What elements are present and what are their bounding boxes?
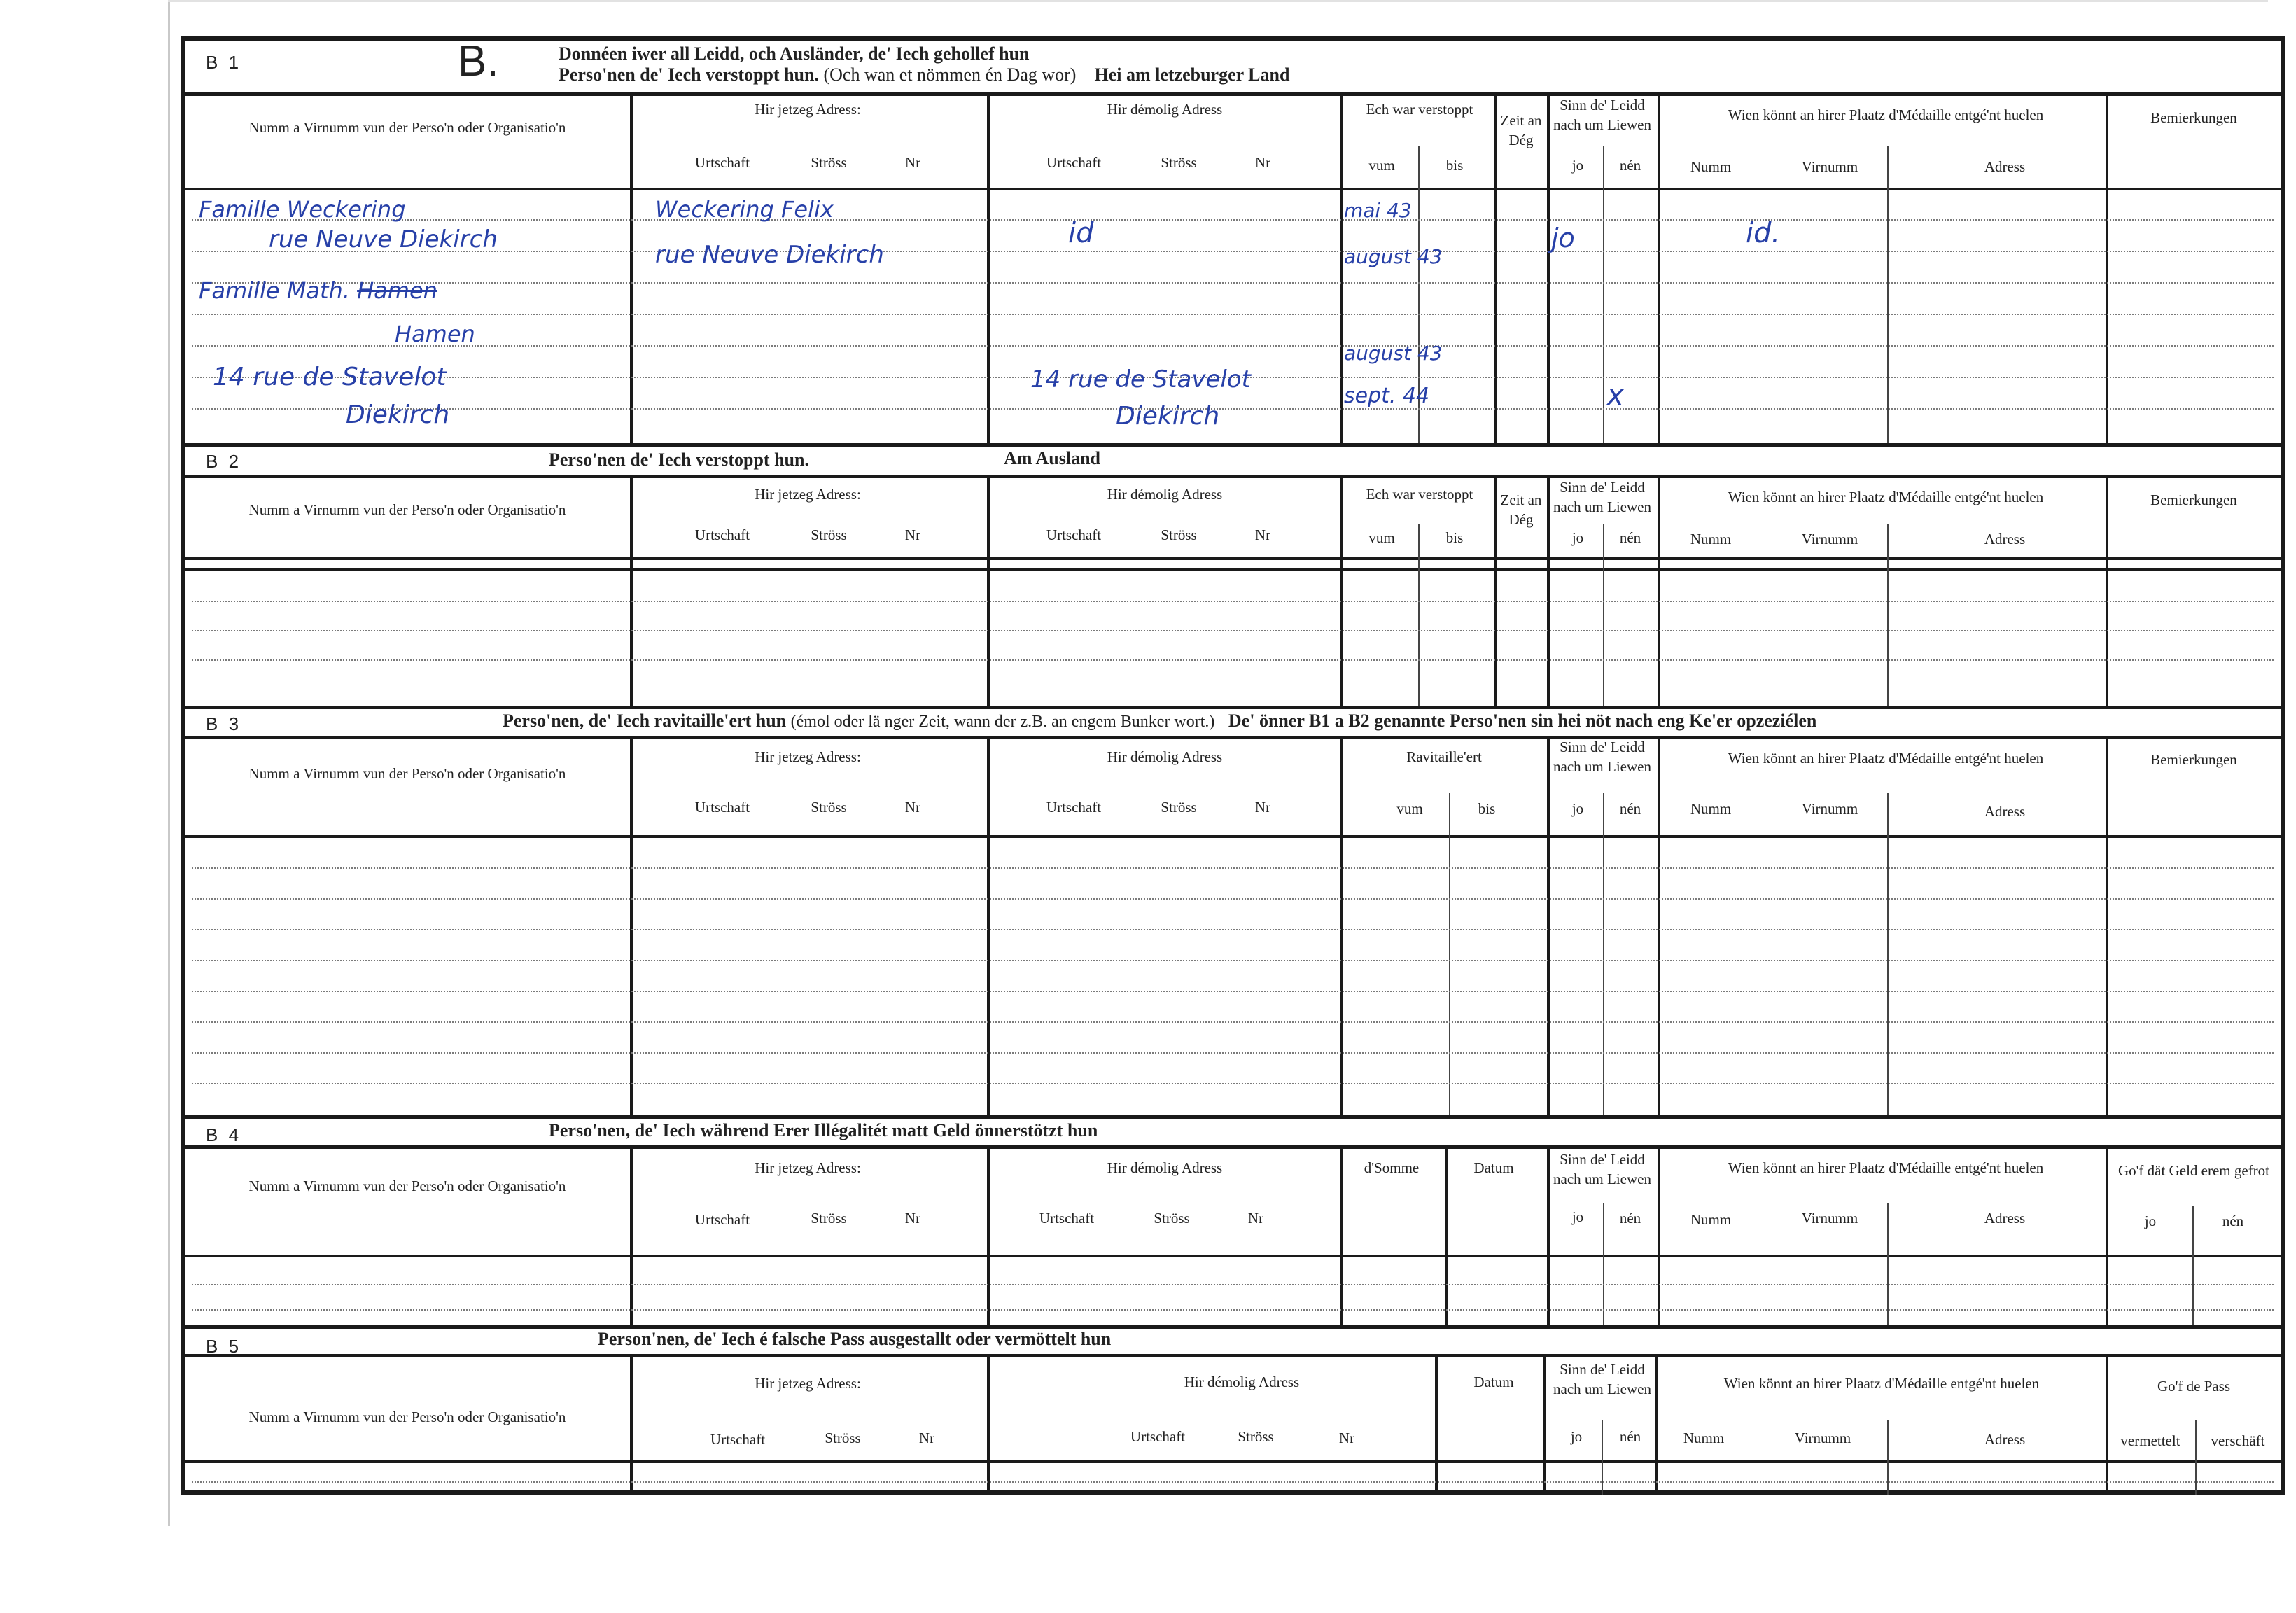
col-from: vum <box>1368 529 1395 546</box>
col-street: Ströss <box>825 1430 861 1446</box>
col-divider <box>1655 1354 1658 1495</box>
row-line <box>192 960 2274 961</box>
col-medal: Wien könnt an hirer Plaatz d'Médaille entgé'nt huelen <box>1728 106 2044 123</box>
hw-to-1: august 43 <box>1344 245 1443 268</box>
col-divider <box>1658 92 1660 443</box>
col-supplied: Ravitaille'ert <box>1406 748 1482 765</box>
col-nr: Nr <box>904 526 921 543</box>
col-medal: Wien könnt an hirer Plaatz d'Médaille entgé'nt huelen <box>1728 750 2044 767</box>
col-divider <box>630 736 633 1115</box>
col-no: nén <box>1619 1428 1642 1445</box>
col-divider <box>1887 524 1889 706</box>
col-divider <box>1445 1145 1448 1325</box>
col-no: nén <box>1619 529 1642 546</box>
row-line <box>192 867 2274 869</box>
section-b1 <box>185 37 2281 443</box>
form-frame <box>181 36 2285 1495</box>
section-id: B 1 <box>206 52 242 73</box>
col-name: Numm a Virnumm vun der Perso'n oder Organisatio'n <box>248 501 566 518</box>
row-line <box>192 659 2274 661</box>
col-divider <box>1340 475 1343 706</box>
col-town: Urtschaft <box>694 154 750 171</box>
col-divider <box>1887 793 1889 1115</box>
header-divider <box>185 1460 2281 1463</box>
col-name: Numm a Virnumm vun der Perso'n oder Organisatio'n <box>248 765 566 782</box>
col-time-days: Zeit an Dég <box>1500 112 1542 149</box>
section-title-part: Perso'nen de' Iech verstoppt hun. <box>559 64 819 85</box>
col-town: Urtschaft <box>1046 799 1102 816</box>
hw-former-2a: 14 rue de Stavelot <box>1030 365 1251 393</box>
row-line <box>192 630 2274 631</box>
col-nr: Nr <box>904 1210 921 1227</box>
row-line <box>192 1021 2274 1023</box>
col-passport: Go'f de Pass <box>2157 1378 2231 1395</box>
section-b2-header <box>185 447 2281 478</box>
row-line <box>192 408 2274 410</box>
header-divider <box>185 835 2281 838</box>
col-divider <box>630 1354 633 1495</box>
col-divider <box>1547 1145 1550 1325</box>
section-title-2: Am Ausland <box>1004 448 1100 468</box>
section-letter: B. <box>458 37 499 85</box>
col-name: Numm a Virnumm vun der Perso'n oder Organisatio'n <box>248 1409 566 1425</box>
hw-former-2b: Diekirch <box>1116 402 1220 431</box>
col-money-given: Go'f dät Geld erem gefrot <box>2118 1162 2270 1179</box>
col-divider <box>1494 92 1497 443</box>
col-medal: Wien könnt an hirer Plaatz d'Médaille entgé'nt huelen <box>1728 1159 2044 1176</box>
col-divider <box>1547 92 1550 443</box>
col-nr: Nr <box>1254 526 1271 543</box>
col-yes: jo <box>1572 157 1584 174</box>
col-alive: Sinn de' Leidd nach um Liewen <box>1553 1361 1651 1398</box>
row-line <box>192 314 2274 315</box>
section-b3-header <box>185 709 2281 739</box>
hw-name-1b: rue Neuve Diekirch <box>269 225 498 253</box>
row-line <box>192 1309 2274 1311</box>
hw-alive-yes-1: jo <box>1551 223 1575 253</box>
col-name: Numm a Virnumm vun der Perso'n oder Organisatio'n <box>248 119 566 136</box>
col-divider <box>2192 1206 2194 1325</box>
col-divider <box>2195 1420 2197 1495</box>
col-medal-name: Numm <box>1690 531 1732 547</box>
hw-current-1a: Weckering Felix <box>655 196 834 223</box>
col-yes: jo <box>1572 800 1584 817</box>
row-line <box>192 1481 2274 1483</box>
col-remarks: Bemierkungen <box>2150 751 2237 768</box>
row-line <box>192 929 2274 930</box>
hw-from-2: august 43 <box>1344 342 1443 365</box>
col-divider <box>1418 524 1420 706</box>
col-divider <box>630 92 633 443</box>
col-medal-address: Adress <box>1984 1210 2026 1227</box>
col-town: Urtschaft <box>1046 154 1102 171</box>
col-divider <box>1603 524 1604 706</box>
col-former-address: Hir démolig Adress <box>1107 748 1223 765</box>
col-street: Ströss <box>811 1210 847 1227</box>
hw-alive-no-2: x <box>1607 379 1624 412</box>
col-divider <box>1658 1145 1660 1325</box>
hw-former-1: id <box>1068 217 1094 249</box>
hw-name-1a: Famille Weckering <box>199 196 406 223</box>
col-nr: Nr <box>1338 1430 1355 1446</box>
page-edge-top <box>168 0 2268 2</box>
col-alive: Sinn de' Leidd nach um Liewen <box>1553 479 1651 516</box>
row-line <box>192 251 2274 252</box>
header-divider <box>185 557 2281 560</box>
col-divider <box>987 1145 990 1325</box>
page-edge-left <box>168 0 170 1526</box>
col-medal-name: Numm <box>1683 1430 1725 1446</box>
col-medal-first: Virnumm <box>1801 158 1858 175</box>
col-created: verschäft <box>2211 1432 2265 1449</box>
col-remarks: Bemierkungen <box>2150 109 2237 126</box>
col-current-address: Hir jetzeg Adress: <box>755 101 861 118</box>
col-name: Numm a Virnumm vun der Perso'n oder Organisatio'n <box>248 1178 566 1194</box>
col-hidden: Ech war verstoppt <box>1366 486 1474 503</box>
col-medal-first: Virnumm <box>1801 531 1858 547</box>
col-divider <box>630 1145 633 1325</box>
section-b5-header <box>185 1329 2281 1357</box>
col-divider <box>2106 475 2108 706</box>
hw-medal-1: id. <box>1746 217 1781 249</box>
col-divider <box>1435 1354 1438 1495</box>
col-nr: Nr <box>904 799 921 816</box>
col-nr: Nr <box>1254 799 1271 816</box>
col-yes: jo <box>1570 1428 1583 1445</box>
header-divider <box>185 188 2281 190</box>
col-no: nén <box>1619 1210 1642 1227</box>
hw-name-2b: Hamen <box>395 321 475 347</box>
col-divider <box>1547 475 1550 706</box>
section-title-part: Hei am letzeburger Land <box>1094 64 1290 85</box>
col-town: Urtschaft <box>694 1211 750 1228</box>
hw-name-2a <box>199 277 438 304</box>
col-divider <box>987 475 990 706</box>
col-current-address: Hir jetzeg Adress: <box>755 1375 861 1392</box>
col-street: Ströss <box>811 799 847 816</box>
col-divider <box>1603 146 1604 443</box>
col-town: Urtschaft <box>1130 1428 1186 1445</box>
col-medal: Wien könnt an hirer Plaatz d'Médaille entgé'nt huelen <box>1728 489 2044 505</box>
col-divider <box>2106 92 2108 443</box>
col-divider <box>1340 92 1343 443</box>
section-title: Perso'nen, de' Iech während Erer Illégalitét matt Geld önnerstötzt hun <box>549 1120 1098 1140</box>
col-yes: jo <box>2144 1213 2157 1229</box>
col-no: nén <box>1619 800 1642 817</box>
col-divider <box>630 475 633 706</box>
col-medal-address: Adress <box>1984 158 2026 175</box>
col-nr: Nr <box>1247 1210 1264 1227</box>
col-time-days: Zeit an Dég <box>1500 491 1542 529</box>
col-divider <box>1494 475 1497 706</box>
col-medal-address: Adress <box>1984 803 2026 820</box>
col-former-address: Hir démolig Adress <box>1107 101 1223 118</box>
col-medal-address: Adress <box>1984 1431 2026 1448</box>
col-alive: Sinn de' Leidd nach um Liewen <box>1553 97 1651 134</box>
hw-current-1b: rue Neuve Diekirch <box>655 241 884 269</box>
section-id: B 2 <box>206 451 242 472</box>
col-no: nén <box>1619 157 1642 174</box>
section-title-line1: Donnéen iwer all Leidd, och Ausländer, de' Iech gehollef hun <box>559 43 1030 64</box>
row-line <box>192 1284 2274 1285</box>
section-b4 <box>185 1119 2281 1325</box>
col-divider <box>1340 1145 1343 1325</box>
section-b3 <box>185 709 2281 1115</box>
row-line <box>192 991 2274 992</box>
hw-part: Famille Math. <box>199 277 350 304</box>
col-town: Urtschaft <box>1046 526 1102 543</box>
section-id: B 4 <box>206 1124 242 1145</box>
section-title-part: Perso'nen, de' Iech ravitaille'ert hun <box>503 711 787 731</box>
col-alive: Sinn de' Leidd nach um Liewen <box>1553 739 1651 776</box>
col-divider <box>1658 475 1660 706</box>
col-divider <box>1603 1203 1604 1325</box>
col-nr: Nr <box>904 154 921 171</box>
col-remarks: Bemierkungen <box>2150 491 2237 508</box>
col-nr: Nr <box>918 1430 935 1446</box>
col-street: Ströss <box>1161 799 1197 816</box>
col-mediated: vermettelt <box>2120 1432 2180 1449</box>
col-medal-first: Virnumm <box>1794 1430 1851 1446</box>
col-medal-name: Numm <box>1690 158 1732 175</box>
col-town: Urtschaft <box>1039 1210 1095 1227</box>
col-divider <box>2106 1145 2108 1325</box>
col-divider <box>1449 793 1450 1115</box>
section-title: Person'nen, de' Iech é falsche Pass ausgestallt oder vermöttelt hun <box>598 1329 1112 1349</box>
section-title-line2 <box>559 64 1289 85</box>
col-divider <box>2106 736 2108 1115</box>
col-street: Ströss <box>811 526 847 543</box>
col-divider <box>1658 736 1660 1115</box>
col-date: Datum <box>1474 1159 1514 1176</box>
col-divider <box>1340 736 1343 1115</box>
row-line <box>192 282 2274 284</box>
col-divider <box>987 1354 990 1495</box>
col-divider <box>987 92 990 443</box>
section-id: B 3 <box>206 713 242 734</box>
col-hidden: Ech war verstoppt <box>1366 101 1474 118</box>
row-line <box>192 898 2274 900</box>
col-medal-name: Numm <box>1690 800 1732 817</box>
col-medal-first: Virnumm <box>1801 1210 1858 1227</box>
col-no: nén <box>2222 1213 2244 1229</box>
section-b1-header <box>185 37 2281 96</box>
col-medal-name: Numm <box>1690 1211 1732 1228</box>
col-alive: Sinn de' Leidd nach um Liewen <box>1553 1151 1651 1188</box>
col-nr: Nr <box>1254 154 1271 171</box>
hw-to-2: sept. 44 <box>1344 384 1430 408</box>
col-town: Urtschaft <box>694 799 750 816</box>
row-line <box>192 1052 2274 1054</box>
col-divider <box>1603 793 1604 1115</box>
col-divider <box>1602 1420 1603 1495</box>
col-former-address: Hir démolig Adress <box>1107 486 1223 503</box>
section-b5 <box>185 1329 2281 1495</box>
col-from: vum <box>1368 157 1395 174</box>
col-former-address: Hir démolig Adress <box>1184 1374 1300 1390</box>
section-title-part: (Och wan et nömmen én Dag wor) <box>823 64 1077 85</box>
col-date: Datum <box>1474 1374 1514 1390</box>
hw-struck: Hamen <box>357 277 438 304</box>
section-title-part: De' önner B1 a B2 genannte Perso'nen sin hei nöt nach eng Ke'er opzeziélen <box>1228 711 1817 731</box>
row-line <box>192 601 2274 602</box>
row-line <box>192 1083 2274 1084</box>
col-street: Ströss <box>1154 1210 1190 1227</box>
hw-name-2c: 14 rue de Stavelot <box>213 363 447 391</box>
section-id: B 5 <box>206 1336 242 1357</box>
section-b2 <box>185 447 2281 706</box>
col-to: bis <box>1478 800 1496 817</box>
col-divider <box>1547 736 1550 1115</box>
row-line <box>192 345 2274 347</box>
section-title-part: (émol oder lä nger Zeit, wann der z.B. an engem Bunker wort.) <box>790 713 1215 731</box>
col-sum: d'Somme <box>1364 1159 1420 1176</box>
col-current-address: Hir jetzeg Adress: <box>755 1159 861 1176</box>
col-yes: jo <box>1572 529 1584 546</box>
row-line <box>192 219 2274 221</box>
col-divider <box>1887 1203 1889 1325</box>
col-town: Urtschaft <box>710 1431 766 1448</box>
col-street: Ströss <box>1161 154 1197 171</box>
col-divider <box>1887 146 1889 443</box>
header-divider <box>185 1255 2281 1257</box>
col-yes: jo <box>1572 1208 1584 1225</box>
col-divider <box>1543 1354 1546 1495</box>
col-divider <box>987 736 990 1115</box>
section-title <box>503 711 1816 732</box>
section-b4-header <box>185 1119 2281 1149</box>
col-street: Ströss <box>811 154 847 171</box>
col-street: Ströss <box>1238 1428 1274 1445</box>
col-to: bis <box>1446 157 1464 174</box>
header-divider <box>185 568 2281 571</box>
col-divider <box>2106 1354 2108 1495</box>
col-to: bis <box>1446 529 1464 546</box>
col-medal: Wien könnt an hirer Plaatz d'Médaille entgé'nt huelen <box>1723 1375 2040 1392</box>
col-medal-first: Virnumm <box>1801 800 1858 817</box>
col-town: Urtschaft <box>694 526 750 543</box>
col-divider <box>1887 1420 1889 1495</box>
col-current-address: Hir jetzeg Adress: <box>755 486 861 503</box>
section-title: Perso'nen de' Iech verstoppt hun. <box>549 449 809 470</box>
col-street: Ströss <box>1161 526 1197 543</box>
col-former-address: Hir démolig Adress <box>1107 1159 1223 1176</box>
col-medal-address: Adress <box>1984 531 2026 547</box>
col-current-address: Hir jetzeg Adress: <box>755 748 861 765</box>
hw-name-2d: Diekirch <box>346 400 450 429</box>
col-from: vum <box>1396 800 1423 817</box>
hw-from-1: mai 43 <box>1344 199 1412 222</box>
